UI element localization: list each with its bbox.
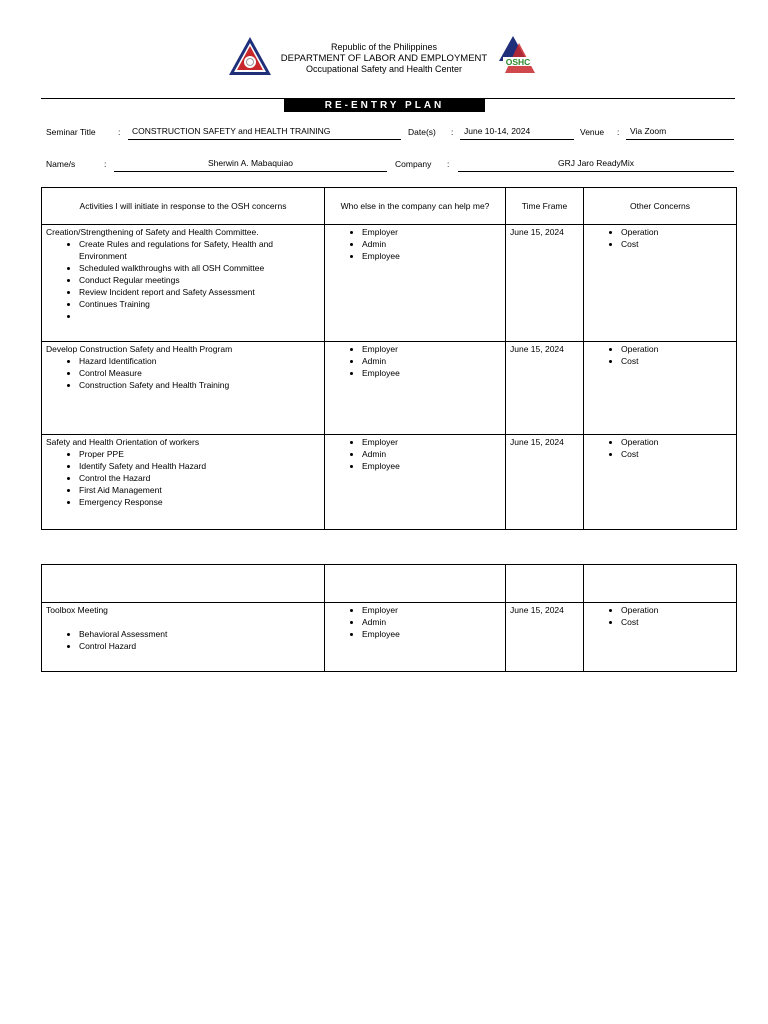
list-item: • Operation [621, 436, 732, 448]
empty-cell [325, 565, 506, 603]
list-item: • Emergency Response [79, 496, 320, 508]
concerns-list [588, 226, 732, 250]
who-list [329, 436, 501, 472]
who-list [329, 226, 501, 262]
names-label: Name/s [46, 159, 76, 169]
table-row [42, 435, 737, 530]
activity-list [46, 355, 320, 391]
header-other-concerns: Other Concerns [584, 188, 737, 225]
list-item: • Cost [621, 355, 732, 367]
names-value: Sherwin A. Mabaquiao [207, 158, 294, 168]
list-item: • Behavioral Assessment [79, 628, 320, 640]
activity-title: Toolbox Meeting [46, 605, 108, 615]
table-row [42, 603, 737, 672]
list-item: • Employer [362, 604, 501, 616]
seminar-title-label: Seminar Title [46, 127, 96, 137]
list-item: • Employee [362, 367, 501, 379]
list-item: • Cost [621, 448, 732, 460]
list-item: • Cost [621, 616, 732, 628]
seminar-title-value: CONSTRUCTION SAFETY and HEALTH TRAINING [132, 126, 331, 136]
list-item: • Employee [362, 460, 501, 472]
list-item: • Employer [362, 343, 501, 355]
venue-label: Venue [580, 127, 605, 137]
names-field [114, 158, 387, 172]
company-colon: : [447, 159, 450, 169]
list-item: • Employee [362, 250, 501, 262]
list-item: • Review Incident report and Safety Assessment [79, 286, 320, 298]
time-frame-cell: June 15, 2024 [506, 435, 584, 530]
header-time-frame: Time Frame [506, 188, 584, 225]
oshc-logo-text: OSHC [505, 57, 531, 67]
list-item: • Conduct Regular meetings [79, 274, 320, 286]
list-item: • Control the Hazard [79, 472, 320, 484]
list-item: • Admin [362, 238, 501, 250]
time-frame-cell: June 15, 2024 [506, 342, 584, 435]
concerns-cell [584, 342, 737, 435]
list-item: • Operation [621, 226, 732, 238]
table-header-row-empty [42, 565, 737, 603]
list-item [79, 310, 320, 322]
agency-header [0, 42, 768, 75]
page-title: RE-ENTRY PLAN [284, 99, 485, 112]
activity-list [46, 448, 320, 508]
venue-field [626, 126, 734, 140]
list-item: • Cost [621, 238, 732, 250]
list-item: • Operation [621, 604, 732, 616]
who-cell [325, 225, 506, 342]
list-item: • Admin [362, 355, 501, 367]
dates-value: June 10-14, 2024 [464, 126, 531, 136]
venue-colon: : [617, 127, 620, 137]
table-row [42, 342, 737, 435]
who-cell [325, 603, 506, 672]
list-item: • Employer [362, 436, 501, 448]
table-row [42, 225, 737, 342]
concerns-cell [584, 435, 737, 530]
dates-colon: : [451, 127, 454, 137]
list-item: • Admin [362, 616, 501, 628]
empty-cell [506, 565, 584, 603]
list-item: • Construction Safety and Health Training [79, 379, 320, 391]
seminar-title-colon: : [118, 127, 121, 137]
list-item: • Hazard Identification [79, 355, 320, 367]
company-value: GRJ Jaro ReadyMix [557, 158, 635, 168]
table-header-row [42, 188, 737, 225]
activity-cell [42, 342, 325, 435]
empty-cell [584, 565, 737, 603]
header-who: Who else in the company can help me? [325, 188, 506, 225]
concerns-cell [584, 603, 737, 672]
reentry-plan-table [41, 187, 737, 530]
seminar-title-field [128, 126, 401, 140]
list-item: • Control Hazard [79, 640, 320, 652]
list-item: • Create Rules and regulations for Safety, Health and Environment [79, 238, 320, 262]
reentry-plan-table-continued [41, 564, 737, 672]
who-cell [325, 342, 506, 435]
list-item: • Admin [362, 448, 501, 460]
list-item: • Employer [362, 226, 501, 238]
activity-list [46, 238, 320, 322]
header-activities: Activities I will initiate in response to the OSH concerns [42, 188, 325, 225]
venue-value: Via Zoom [630, 126, 667, 136]
who-list [329, 343, 501, 379]
empty-cell [42, 565, 325, 603]
activity-list [46, 628, 320, 652]
activity-title: Develop Construction Safety and Health Program [46, 344, 233, 354]
activity-cell [42, 603, 325, 672]
concerns-cell [584, 225, 737, 342]
time-frame-cell: June 15, 2024 [506, 603, 584, 672]
list-item: • Continues Training [79, 298, 320, 310]
time-frame-cell: June 15, 2024 [506, 225, 584, 342]
company-field [458, 158, 734, 172]
header-center: Occupational Safety and Health Center [305, 64, 463, 74]
activity-cell [42, 435, 325, 530]
concerns-list [588, 436, 732, 460]
names-colon: : [104, 159, 107, 169]
list-item: • Operation [621, 343, 732, 355]
company-label: Company [395, 159, 432, 169]
concerns-list [588, 343, 732, 367]
who-list [329, 604, 501, 640]
who-cell [325, 435, 506, 530]
header-department: DEPARTMENT OF LABOR AND EMPLOYMENT [280, 53, 488, 64]
concerns-list [588, 604, 732, 628]
list-item: • Scheduled walkthroughs with all OSH Committee [79, 262, 320, 274]
list-item: • Proper PPE [79, 448, 320, 460]
header-republic: Republic of the Philippines [330, 42, 438, 52]
dates-field [460, 126, 574, 140]
dates-label: Date(s) [408, 127, 436, 137]
list-item: • First Aid Management [79, 484, 320, 496]
activity-title: Creation/Strengthening of Safety and Health Committee. [46, 227, 259, 237]
list-item: • Employee [362, 628, 501, 640]
list-item: • Control Measure [79, 367, 320, 379]
activity-cell [42, 225, 325, 342]
activity-title: Safety and Health Orientation of workers [46, 437, 200, 447]
list-item: • Identify Safety and Health Hazard [79, 460, 320, 472]
